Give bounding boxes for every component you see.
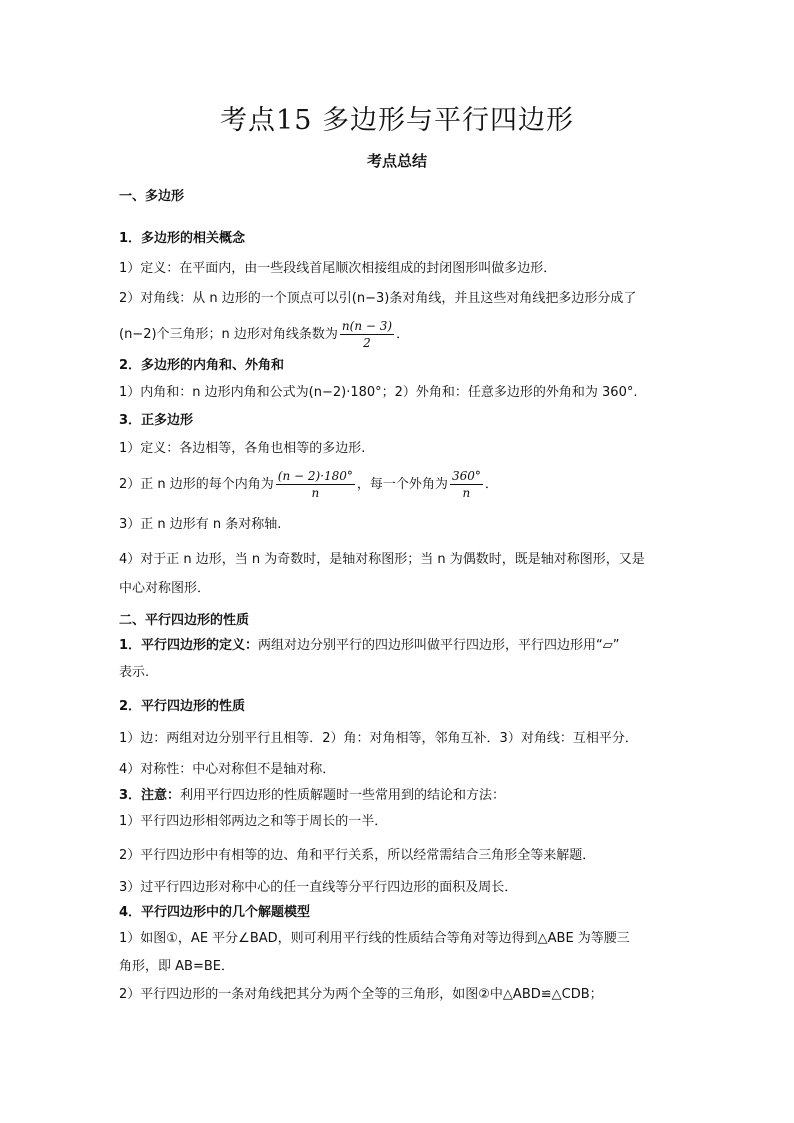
definition-text: 两组对边分别平行的四边形叫做平行四边形，平行四边形用“▱” bbox=[258, 638, 620, 653]
section-heading-polygon: 一、多边形 bbox=[119, 189, 185, 204]
paragraph-regular-angles bbox=[119, 466, 684, 504]
paragraph-definition-cont: 表示. bbox=[119, 665, 150, 680]
subheading-angle-sums: 2．多边形的内角和、外角和 bbox=[119, 358, 285, 373]
paragraph-properties-1: 1）边：两组对边分别平行且相等．2）角：对角相等，邻角互补．3）对角线：互相平分． bbox=[119, 731, 638, 746]
diagonal-end: ． bbox=[396, 327, 410, 342]
paragraph-model-1a: 1）如图①，AE 平分∠BAD，则可利用平行线的性质结合等角对等边得到△ABE 为等腰三 bbox=[119, 931, 630, 946]
fraction-denominator: n bbox=[311, 486, 320, 500]
note-label: 3．注意： bbox=[119, 788, 181, 803]
fraction-numerator: 360° bbox=[451, 469, 481, 483]
regular-angles-text-c: ． bbox=[484, 477, 498, 492]
subheading-regular-polygon: 3．正多边形 bbox=[119, 413, 194, 428]
paragraph-regular-definition: 1）定义：各边相等，各角也相等的多边形. bbox=[119, 441, 366, 456]
paragraph-diagonal-1: 2）对角线：从 n 边形的一个顶点可以引(n−3)条对角线，并且这些对角线把多边形分成了 bbox=[119, 291, 637, 306]
paragraph-definition: 1）定义：在平面内，由一些段线首尾顺次相接组成的封闭图形叫做多边形． bbox=[119, 261, 557, 276]
subheading-polygon-concepts: 1．多边形的相关概念 bbox=[119, 231, 246, 246]
regular-angles-text-a: 2）正 n 边形的每个内角为 bbox=[119, 477, 274, 492]
page-subtitle: 考点总结 bbox=[366, 152, 427, 170]
fraction-denominator: 2 bbox=[363, 336, 371, 350]
exterior-angle-fraction bbox=[450, 468, 483, 501]
paragraph-symmetry-2: 中心对称图形． bbox=[119, 581, 211, 596]
regular-angles-text-b: ，每一个外角为 bbox=[356, 477, 448, 492]
fraction-numerator: n(n − 3) bbox=[341, 319, 393, 333]
paragraph-model-2: 2）平行四边形的一条对角线把其分为两个全等的三角形，如图②中△ABD≌△CDB； bbox=[119, 987, 603, 1002]
paragraph-parallelogram-definition bbox=[119, 637, 684, 655]
paragraph-symmetry-1: 4）对于正 n 边形，当 n 为奇数时，是轴对称图形；当 n 为偶数时，既是轴对称图形，又是 bbox=[119, 552, 645, 567]
paragraph-diagonal-2 bbox=[119, 318, 684, 352]
subheading-parallelogram-properties: 2．平行四边形的性质 bbox=[119, 699, 246, 714]
paragraph-properties-2: 4）对称性：中心对称但不是轴对称． bbox=[119, 762, 336, 777]
definition-label: 1．平行四边形的定义： bbox=[119, 638, 259, 653]
diagonal-text: (n−2)个三角形；n 边形对角线条数为 bbox=[119, 327, 338, 342]
subheading-solving-models: 4．平行四边形中的几个解题模型 bbox=[119, 905, 311, 920]
fraction-denominator: n bbox=[462, 486, 471, 500]
diagonal-count-fraction bbox=[340, 318, 394, 351]
paragraph-note-2: 2）平行四边形中有相等的边、角和平行关系，所以经常需结合三角形全等来解题． bbox=[119, 848, 596, 863]
paragraph-symmetry-axes: 3）正 n 边形有 n 条对称轴. bbox=[119, 517, 282, 532]
fraction-numerator: (n − 2)·180° bbox=[277, 469, 353, 483]
paragraph-model-1b: 角形，即 AB=BE． bbox=[119, 959, 234, 974]
page-title: 考点15 多边形与平行四边形 bbox=[220, 105, 574, 136]
paragraph-note-1: 1）平行四边形相邻两边之和等于周长的一半． bbox=[119, 814, 388, 829]
paragraph-angle-sums: 1）内角和：n 边形内角和公式为(n−2)·180°；2）外角和：任意多边形的外角和为 360°. bbox=[119, 385, 638, 400]
paragraph-note bbox=[119, 787, 684, 805]
paragraph-note-3: 3）过平行四边形对称中心的任一直线等分平行四边形的面积及周长． bbox=[119, 880, 518, 895]
note-text: 利用平行四边形的性质解题时一些常用到的结论和方法： bbox=[180, 788, 506, 803]
section-heading-parallelogram: 二、平行四边形的性质 bbox=[119, 613, 250, 628]
interior-angle-fraction bbox=[276, 468, 355, 501]
